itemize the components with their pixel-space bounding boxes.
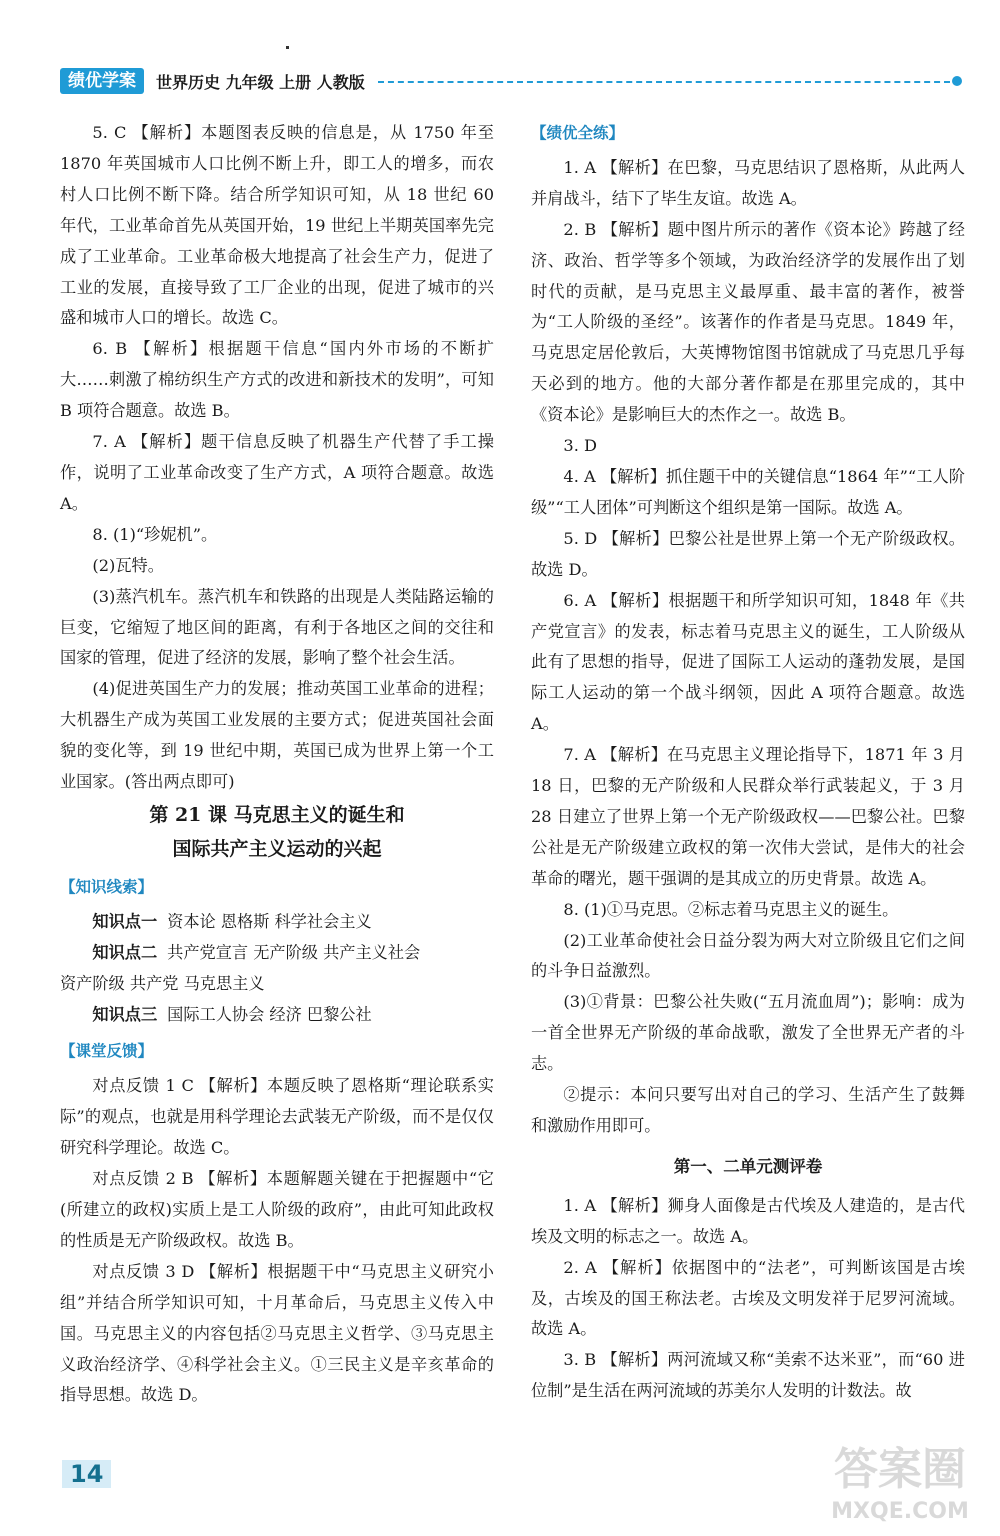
unit-answer-3: 3. B 【解析】两河流域又称“美索不达米亚”，而“60 进位制”是生活在两河流域的苏美尔人发明的计数法。故 [531,1350,965,1401]
kp-items: 共产党宣言 无产阶级 共产主义社会 [167,942,421,962]
knowledge-point-2-cont: 资产阶级 共产党 马克思主义 [60,973,265,993]
kp-items: 资本论 恩格斯 科学社会主义 [167,911,372,931]
knowledge-point-3 [60,1000,494,1031]
header-dashed-rule [378,81,950,83]
knowledge-point-2 [60,938,494,969]
feedback-2: 对点反馈 2 B 【解析】本题解题关键在于把握题中“它(所建立的政权)实质上是工人阶级的政府”，由此可知此政权的性质是无产阶级政权。故选 B。 [60,1169,494,1250]
answer-8-1: 8. (1)“珍妮机”。 [92,524,218,544]
answer-5: 5. C 【解析】本题图表反映的信息是，从 1750 年至 1870 年英国城市人口比例不断上升，即工人的增多，而农村人口比例不断下降。结合所学知识可知，从 18 世纪 60 年代，工业革命首先从英国开始，19 世纪上半期英国率先完成了工业革命。工业革命极大地提高了社会生产力，促进了工业的发展，直接导致了工厂企业的出现，促进了城市的兴盛和城市人口的增长。故选 C。 [60,123,494,328]
lesson-title-line1: 第 21 课 马克思主义的诞生和 [149,803,405,826]
practice-8-1: 8. (1)①马克思。②标志着马克思主义的诞生。 [563,899,899,919]
unit-test-title: 第一、二单元测评卷 [673,1156,823,1176]
unit-answer-2: 2. A 【解析】依据图中的“法老”，可判断该国是古埃及，古埃及的国王称法老。古埃及文明发祥于尼罗河流域。故选 A。 [531,1257,965,1339]
answer-7: 7. A 【解析】题干信息反映了机器生产代替了手工操作，说明了工业革命改变了生产方式，A 项符合题意。故选 A。 [60,432,494,513]
left-column [60,118,494,1411]
section-practice: 【绩优全练】 [531,124,625,142]
watermark-text: 答案圈 [834,1444,966,1495]
book-subtitle: 世界历史 九年级 上册 人教版 [156,73,365,92]
lesson-title-line2: 国际共产主义运动的兴起 [172,837,382,860]
answer-8-2: (2)瓦特。 [92,555,164,575]
section-knowledge-clues: 【知识线索】 [60,877,154,896]
kp-items: 国际工人协会 经济 巴黎公社 [167,1004,372,1024]
watermark-logo [820,1432,980,1528]
feedback-3: 对点反馈 3 D 【解析】根据题干中“马克思主义研究小组”并结合所学知识可知，十月革命后，马克思主义传入中国。马克思主义的内容包括②马克思主义哲学、③马克思主义政治经济学、④科学社会主义。①三民主义是辛亥革命的指导思想。故选 D。 [60,1261,494,1405]
right-column [531,118,965,1407]
brand-badge: 绩优学案 [60,68,144,94]
practice-6: 6. A 【解析】根据题干和所学知识可知，1848 年《共产党宣言》的发表，标志着马克思主义的诞生，工人阶级从此有了思想的指导，促进了国际工人运动的蓬勃发展，是国际工人运动的第一个战斗纲领，因此 A 项符合题意。故选 A。 [531,590,965,734]
kp-title: 知识点一 [92,911,158,931]
unit-answer-1: 1. A 【解析】狮身人面像是古代埃及人建造的，是古代埃及文明的标志之一。故选 A。 [531,1195,965,1246]
knowledge-point-1 [60,907,494,938]
page-number: 14 [62,1460,111,1488]
section-class-feedback: 【课堂反馈】 [60,1042,154,1061]
header-dot-icon [952,76,962,86]
kp-title: 知识点二 [92,942,158,962]
practice-7: 7. A 【解析】在马克思主义理论指导下，1871 年 3 月 18 日，巴黎的无产阶级和人民群众举行武装起义，于 3 月 28 日建立了世界上第一个无产阶级政权——巴黎公社。巴黎公社是无产阶级建立政权的第一次伟大尝试，是伟大的社会革命的曙光，题干强调的是其成立的历史背景。故选 A。 [531,745,965,888]
print-speck [286,46,289,49]
practice-8-3: (3)①背景：巴黎公社失败(“五月流血周”)；影响：成为一首全世界无产阶级的革命战歌，激发了全世界无产者的斗志。 [531,992,965,1074]
watermark-url: MXQE.COM [831,1499,969,1524]
kp-title: 知识点三 [92,1004,158,1024]
feedback-1: 对点反馈 1 C 【解析】本题反映了恩格斯“理论联系实际”的观点，也就是用科学理论去武装无产阶级，而不是仅仅研究科学理论。故选 C。 [60,1076,494,1158]
practice-8-2: (2)工业革命使社会日益分裂为两大对立阶级且它们之间的斗争日益激烈。 [531,930,965,981]
answer-8-4: (4)促进英国生产力的发展；推动英国工业革命的进程；大机器生产成为英国工业发展的主要方式；促进英国社会面貌的变化等，到 19 世纪中期，英国已成为世界上第一个工业国家。(答出两点即可) [60,679,494,792]
practice-2: 2. B 【解析】题中图片所示的著作《资本论》跨越了经济、政治、哲学等多个领域，为政治经济学的发展作出了划时代的贡献，是马克思主义最厚重、最丰富的著作，被誉为“工人阶级的圣经”。该著作的作者是马克思。1849 年，马克思定居伦敦后，大英博物馆图书馆就成了马克思几乎每天必到的地方。他的大部分著作都是在那里完成的，其中《资本论》是影响巨大的杰作之一。故选 B。 [531,219,965,425]
answer-8-3: (3)蒸汽机车。蒸汽机车和铁路的出现是人类陆路运输的巨变，它缩短了地区间的距离，有利于各地区之间的交往和国家的管理，促进了经济的发展，影响了整个社会生活。 [60,586,494,668]
practice-8-4: ②提示：本问只要写出对自己的学习、生活产生了鼓舞和激励作用即可。 [531,1085,965,1135]
answer-6: 6. B 【解析】根据题干信息“国内外市场的不断扩大……刺激了棉纺织生产方式的改进和新技术的发明”，可知 B 项符合题意。故选 B。 [60,339,494,421]
practice-1: 1. A 【解析】在巴黎，马克思结识了恩格斯，从此两人并肩战斗，结下了毕生友谊。故选 A。 [531,157,965,208]
practice-5: 5. D 【解析】巴黎公社是世界上第一个无产阶级政权。故选 D。 [531,528,965,579]
page-header [60,64,960,98]
practice-4: 4. A 【解析】抓住题干中的关键信息“1864 年”“工人阶级”“工人团体”可判断这个组织是第一国际。故选 A。 [531,466,965,517]
practice-3: 3. D [563,436,597,456]
